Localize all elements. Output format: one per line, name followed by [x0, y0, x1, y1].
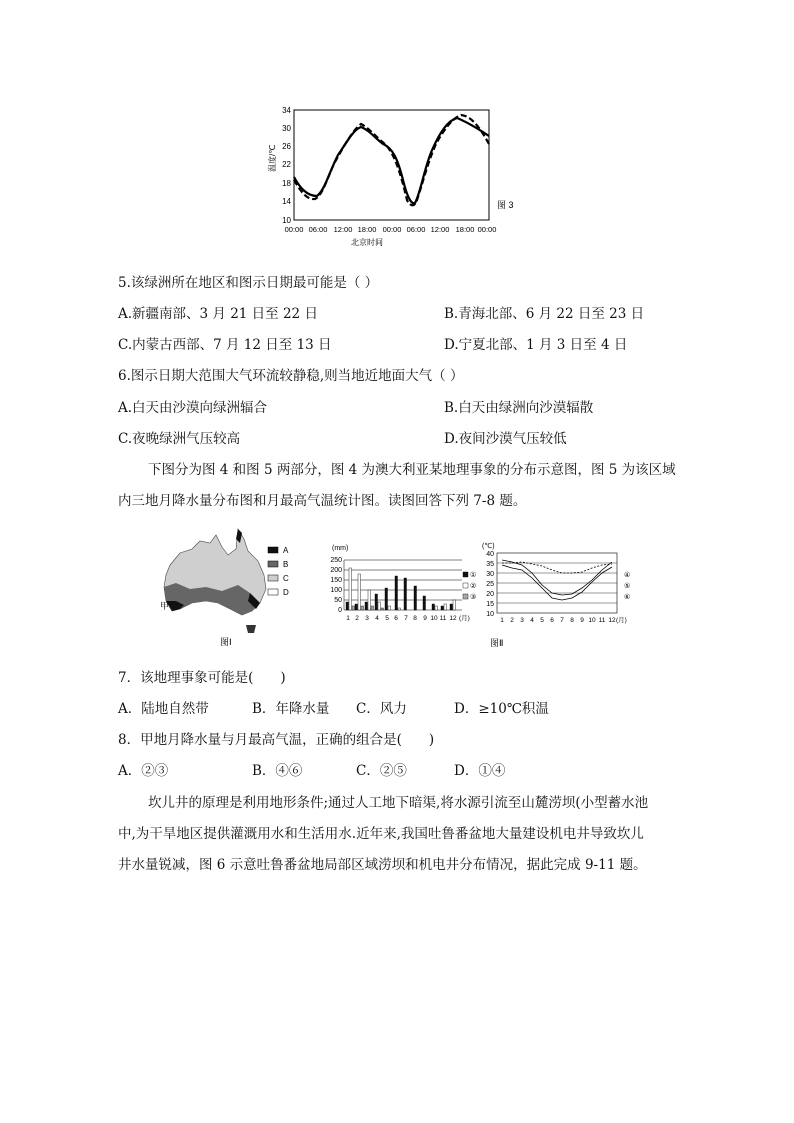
intro2-line2: 内三地月降水量分布图和月最高气温统计图。读图回答下列 7-8 题。	[118, 493, 527, 509]
precip-bar	[346, 602, 349, 610]
precip-bars	[346, 568, 456, 610]
q5-option-d[interactable]: D.宁夏北部、1 月 3 日至 4 日	[444, 337, 628, 353]
precip-y-ticks	[330, 557, 342, 614]
temp-month: 1	[500, 617, 504, 624]
fig4-caption: 图Ⅰ	[220, 637, 232, 647]
temp-month-ticks	[500, 617, 616, 624]
temp-unit: (℃)	[482, 543, 495, 550]
temp-month: 10	[588, 617, 596, 624]
precip-legend-1: ①	[470, 572, 477, 579]
precip-bar	[358, 574, 361, 610]
fig3-x-axis-label: 北京时间	[351, 238, 383, 247]
precip-bar	[388, 606, 391, 610]
precip-month-unit: (月)	[459, 615, 470, 622]
fig3-xtick: 00:00	[382, 225, 402, 234]
precip-month: 4	[375, 615, 379, 622]
q5-stem: 5.该绿洲所在地区和图示日期最可能是（ ）	[118, 275, 379, 291]
temp-legend-4: ④	[624, 572, 631, 579]
q5-option-a[interactable]: A.新疆南部、3 月 21 日至 22 日	[118, 306, 318, 322]
temp-series-4	[502, 560, 612, 595]
temp-ytick: 10	[486, 611, 494, 618]
temp-series-5	[502, 565, 612, 600]
map-tasmania	[246, 625, 256, 633]
fig3-xtick: 12:00	[333, 225, 353, 234]
temp-month: 4	[530, 617, 534, 624]
precip-ytick: 50	[334, 597, 342, 604]
fig3-xtick: 00:00	[284, 225, 304, 234]
temp-month: 11	[598, 617, 606, 624]
precip-bar	[450, 604, 453, 610]
precip-month: 8	[413, 615, 417, 622]
fig3-xtick: 18:00	[455, 225, 475, 234]
fig3-xtick: 18:00	[357, 225, 377, 234]
temp-legend-6: ⑥	[624, 594, 631, 601]
fig3-ytick: 14	[282, 197, 291, 206]
precip-bar	[441, 606, 444, 610]
precip-bar	[395, 576, 398, 610]
figure-5-charts	[322, 540, 632, 652]
precip-month-ticks	[346, 615, 457, 622]
precip-bar	[381, 608, 384, 610]
q7-stem: 7．该地理事象可能是( )	[118, 670, 286, 686]
figure-3-temperature-chart	[265, 100, 535, 252]
precip-bar	[432, 604, 435, 610]
precip-bar	[404, 578, 407, 610]
q8-option-b[interactable]: B．④⑥	[252, 763, 303, 779]
fig3-caption: 图 3	[497, 200, 514, 210]
legend-b: B	[283, 560, 289, 569]
precip-bar	[368, 590, 371, 610]
precip-month: 7	[404, 615, 408, 622]
precip-month: 2	[355, 615, 359, 622]
temp-month: 12	[608, 617, 616, 624]
precip-month: 10	[430, 615, 438, 622]
temp-month: 2	[510, 617, 514, 624]
fig3-ytick: 18	[282, 179, 291, 188]
fig3-ytick: 30	[282, 124, 291, 133]
q8-option-c[interactable]: C．②⑤	[356, 763, 407, 779]
fig3-x-ticks	[285, 225, 497, 234]
fig3-ytick: 26	[282, 142, 291, 151]
q7-option-c[interactable]: C．风力	[356, 701, 407, 717]
precip-bar	[355, 604, 358, 610]
q8-option-d[interactable]: D．①④	[454, 763, 506, 779]
precip-ytick: 150	[330, 577, 342, 584]
fig3-dashed-curve	[294, 115, 489, 205]
temp-month: 7	[560, 617, 564, 624]
q6-option-c[interactable]: C.夜晚绿洲气压较高	[118, 431, 241, 447]
precip-bar	[361, 606, 364, 610]
fig3-xtick: 12:00	[430, 225, 450, 234]
q6-stem: 6.图示日期大范围大气环流较静稳,则当地近地面大气（ ）	[118, 368, 464, 384]
fig3-y-ticks	[282, 106, 291, 225]
precip-ytick: 0	[338, 607, 342, 614]
intro3-line3: 井水量锐减，图 6 示意吐鲁番盆地局部区域涝坝和机电井分布情况，据此完成 9-11 题。	[118, 857, 647, 873]
temp-ytick: 40	[486, 551, 494, 558]
precip-legend-2: ②	[470, 583, 477, 590]
precip-ytick: 100	[330, 587, 342, 594]
precip-bar	[371, 606, 374, 610]
fig3-y-axis-label: 温度/℃	[268, 144, 277, 172]
temp-ytick: 15	[486, 601, 494, 608]
legend-c: C	[283, 574, 289, 583]
map-point-label: 甲	[160, 601, 170, 611]
temp-ytick: 35	[486, 561, 494, 568]
precip-month: 11	[439, 615, 447, 622]
temp-month: 9	[580, 617, 584, 624]
precip-bar	[385, 588, 388, 610]
figure-4-australia-map	[150, 525, 300, 653]
intro2-line1: 下图分为图 4 和图 5 两部分，图 4 为澳大利亚某地理事象的分布示意图，图 5 为该区域	[148, 462, 676, 478]
legend-d: D	[283, 588, 289, 597]
temp-ytick: 30	[486, 571, 494, 578]
intro3-line1: 坎儿井的原理是利用地形条件;通过人工地下暗渠,将水源引流至山麓涝坝(小型蓄水池	[148, 795, 649, 811]
precip-ytick: 250	[330, 557, 342, 564]
fig5-caption: 图Ⅱ	[490, 638, 504, 648]
temp-month-unit: (月)	[616, 617, 627, 624]
temp-month: 8	[570, 617, 574, 624]
precip-bar	[414, 586, 417, 610]
temp-legend-5: ⑤	[624, 583, 631, 590]
temp-month: 5	[540, 617, 544, 624]
fig3-ytick: 22	[282, 160, 291, 169]
temp-y-ticks	[486, 551, 494, 618]
precip-bar	[352, 606, 355, 610]
precip-month: 3	[365, 615, 369, 622]
q8-stem: 8．甲地月降水量与月最高气温，正确的组合是( )	[118, 732, 435, 748]
fig4-legend	[268, 546, 289, 597]
q6-option-d[interactable]: D.夜间沙漠气压较低	[444, 431, 567, 447]
precip-legend	[463, 571, 476, 601]
fig3-ytick: 34	[282, 106, 291, 115]
precip-bar	[378, 602, 381, 610]
q8-option-a[interactable]: A．②③	[118, 763, 169, 779]
precip-ytick: 200	[330, 567, 342, 574]
precip-bar	[398, 608, 401, 610]
temp-ytick: 20	[486, 591, 494, 598]
precip-month: 9	[423, 615, 427, 622]
legend-a: A	[283, 546, 289, 555]
precip-month: 6	[394, 615, 398, 622]
precip-unit: (mm)	[332, 545, 349, 552]
q6-option-b[interactable]: B.白天由绿洲向沙漠辐散	[444, 400, 594, 416]
temp-ytick: 25	[486, 581, 494, 588]
q7-option-d[interactable]: D．≥10℃积温	[454, 701, 549, 717]
precip-month: 1	[346, 615, 350, 622]
temp-month: 3	[520, 617, 524, 624]
fig3-xtick: 00:00	[477, 225, 497, 234]
q5-option-c[interactable]: C.内蒙古西部、7 月 12 日至 13 日	[118, 337, 332, 353]
fig3-ytick: 10	[282, 216, 291, 225]
precip-bar	[453, 600, 456, 610]
precip-bar	[375, 594, 378, 610]
temp-month: 6	[550, 617, 554, 624]
fig3-xtick: 06:00	[308, 225, 328, 234]
q7-option-b[interactable]: B．年降水量	[252, 701, 330, 717]
precip-bar	[444, 604, 447, 610]
fig3-xtick: 06:00	[406, 225, 426, 234]
q5-option-b[interactable]: B.青海北部、6 月 22 日至 23 日	[444, 306, 645, 322]
precip-bar	[423, 596, 426, 610]
precip-bar	[365, 602, 368, 610]
precip-bar	[349, 568, 352, 610]
precip-bar	[435, 606, 438, 610]
temp-legend	[624, 571, 630, 601]
precip-month: 12	[449, 615, 457, 622]
precip-legend-3: ③	[470, 594, 477, 601]
q6-option-a[interactable]: A.白天由沙漠向绿洲辐合	[118, 400, 268, 416]
q7-option-a[interactable]: A．陆地自然带	[118, 701, 209, 717]
intro3-line2: 中,为干旱地区提供灌溉用水和生活用水.近年来,我国吐鲁番盆地大量建设机电井导致坎儿	[118, 826, 644, 842]
precip-month: 5	[385, 615, 389, 622]
